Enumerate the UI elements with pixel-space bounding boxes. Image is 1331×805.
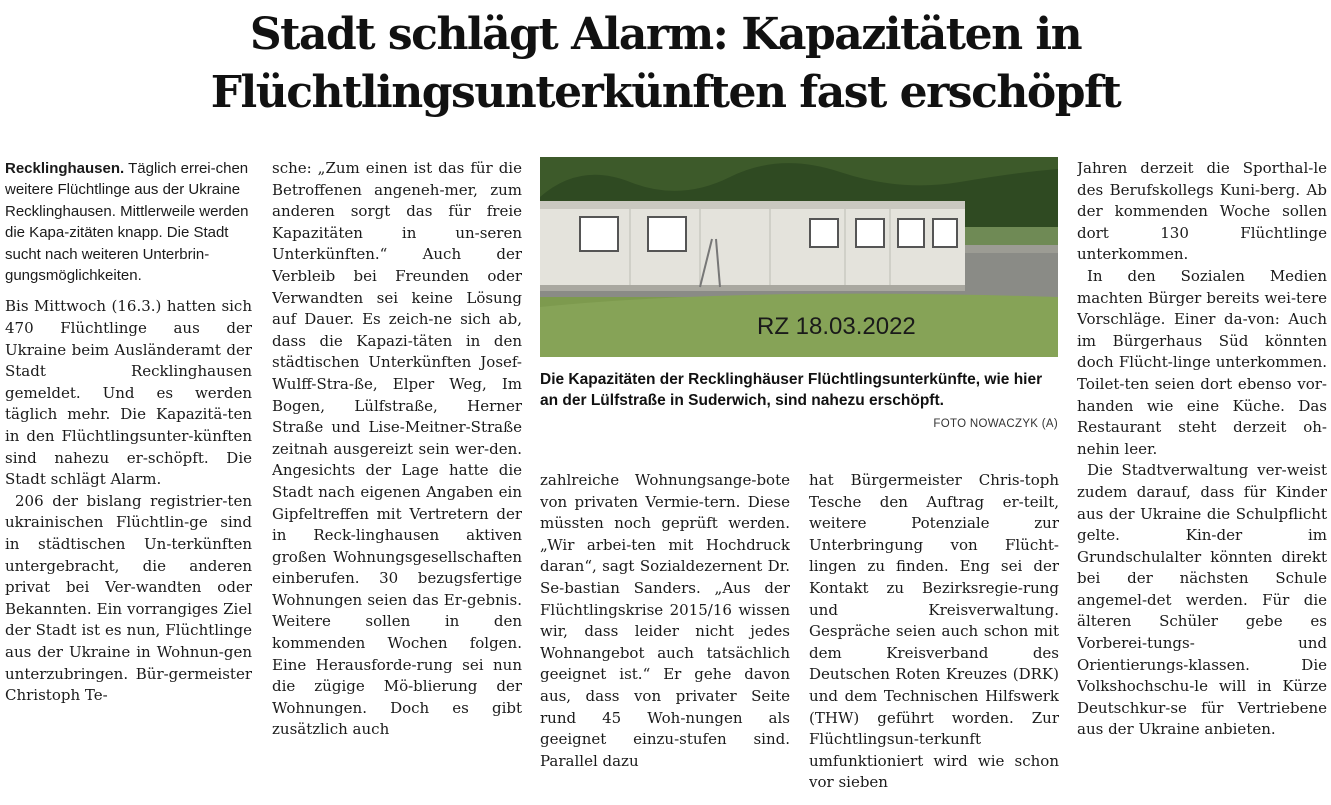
article-column-1	[5, 158, 252, 803]
article-column-5	[1077, 158, 1327, 803]
headline	[0, 6, 1331, 122]
body-paragraph: Die Stadtverwaltung ver-weist zudem darauf, dass für Kinder aus der Ukraine die Schulpflicht gelte. Kin-der im Grundschulalter könnten direkt bei der nächsten Schule angemel-det werden. Für die älteren Schüler gebe es Vorberei-tungs- und Orientierungs-klassen. Die Volkshochschu-le will in Kürze Deutschkur-se für Vertriebene aus der Ukraine anbieten.	[1077, 461, 1327, 739]
body-paragraph: hat Bürgermeister Chris-toph Tesche den Auftrag er-teilt, weitere Potenziale zur Unterbringung von Flücht-lingen zu finden. Eng sei der Kontakt zu Bezirksregie-rung und Kreisverwaltung. Gespräche seien auch schon mit dem Kreisverband des Deutschen Roten Kreuzes (DRK) und dem Technischen Hilfswerk (THW) geführt worden. Zur Flüchtlingsun-terkunft umfunktioniert wird wie schon vor sieben	[809, 471, 1059, 792]
article-column-4	[809, 470, 1059, 803]
body-paragraph: zahlreiche Wohnungsange-bote von privaten Vermie-tern. Diese müssten noch geprüft werden. „Wir arbei-ten mit Hochdruck daran“, sagt Sozialdezernent Dr. Se-bastian Sanders. „Aus der Flüchtlingskrise 2015/16 wissen wir, dass leider nicht jedes Wohnangebot auch tatsächlich geeignet ist.“ Er gehe davon aus, dass von privater Seite rund 45 Woh-nungen als geeignet einzu-stufen sind. Parallel dazu	[540, 471, 790, 770]
article-column-3	[540, 470, 790, 803]
headline-line-2: Flüchtlingsunterkünften fast erschöpft	[210, 67, 1121, 118]
headline-line-1: Stadt schlägt Alarm: Kapazitäten in	[249, 9, 1082, 60]
dateline: Recklinghausen.	[5, 160, 125, 177]
body-paragraph: 206 der bislang registrier-ten ukrainischen Flüchtlin-ge sind in städtischen Un-terkünften untergebracht, die anderen privat bei Ver-wandten oder Bekannten. Ein vorrangiges Ziel der Stadt ist es nun, Flüchtlinge aus der Ukraine in Wohnun-gen unterzubringen. Bür-germeister Christoph Te-	[5, 491, 252, 705]
photo-credit: FOTO NOWACZYK (A)	[933, 418, 1058, 430]
photo-caption: Die Kapazitäten der Recklinghäuser Flüchtlingsunterkünfte, wie hier an der Lülfstraße in Suderwich, sind nahezu erschöpft.	[540, 371, 1043, 409]
body-paragraph: Bis Mittwoch (16.3.) hatten sich 470 Flüchtlinge aus der Ukraine beim Ausländeramt der Stadt Recklinghausen gemeldet. Und es werden täglich mehr. Die Kapazitä-ten in den Flüchtlingsunter-künften sind nahezu er-schöpft. Die Stadt schlägt Alarm.	[5, 297, 252, 489]
article-column-2	[272, 158, 522, 803]
body-paragraph: Jahren derzeit die Sporthal-le des Berufskollegs Kuni-berg. Ab der kommenden Woche sollen dort 130 Flüchtlinge unterkommen.	[1077, 159, 1327, 264]
body-paragraph: sche: „Zum einen ist das für die Betroffenen angeneh-mer, zum anderen sorgt das für freie Kapazitäten in un-seren Unterkünften.“ Auch der Verbleib bei Freunden oder Verwandten sei keine Lösung auf Dauer. Es zeich-ne sich ab, dass die Kapazi-täten in den städtischen Unterkünften Josef-Wulff-Stra-ße, Elper Weg, Im Bogen, Lülfstraße, Herner Straße und Lise-Meitner-Straße zeitnah ausgereizt sein wer-den. Angesichts der Lage hatte die Stadt nach eigenen Angaben ein Gipfeltreffen mit Vertretern der in Reck-linghausen aktiven großen Wohnungsgesellschaften einberufen. 30 bezugsfertige Wohnungen seien das Er-gebnis. Weitere sollen in den kommenden Wochen folgen. Eine Herausforde-rung sei nun die zügige Mö-blierung der Wohnungen. Doch es gibt zusätzlich auch	[272, 159, 522, 739]
lead-paragraph	[5, 158, 252, 286]
lead-text: Täglich errei-chen weitere Flüchtlinge aus der Ukraine Recklinghausen. Mittlerweile werden die Kapa-zitäten knapp. Die Stadt sucht nach weiteren Unterbrin-gungsmöglichkeiten.	[5, 160, 249, 285]
photo-date-stamp: RZ 18.03.2022	[757, 313, 916, 340]
body-paragraph: In den Sozialen Medien machten Bürger bereits wei-tere Vorschläge. Einer da-von: Auch im Bürgerhaus Süd könnten doch Flücht-linge unterkommen. Toilet-ten seien dort ebenso vor-handen wie eine Küche. Das Restaurant steht derzeit oh-nehin leer.	[1077, 266, 1327, 458]
